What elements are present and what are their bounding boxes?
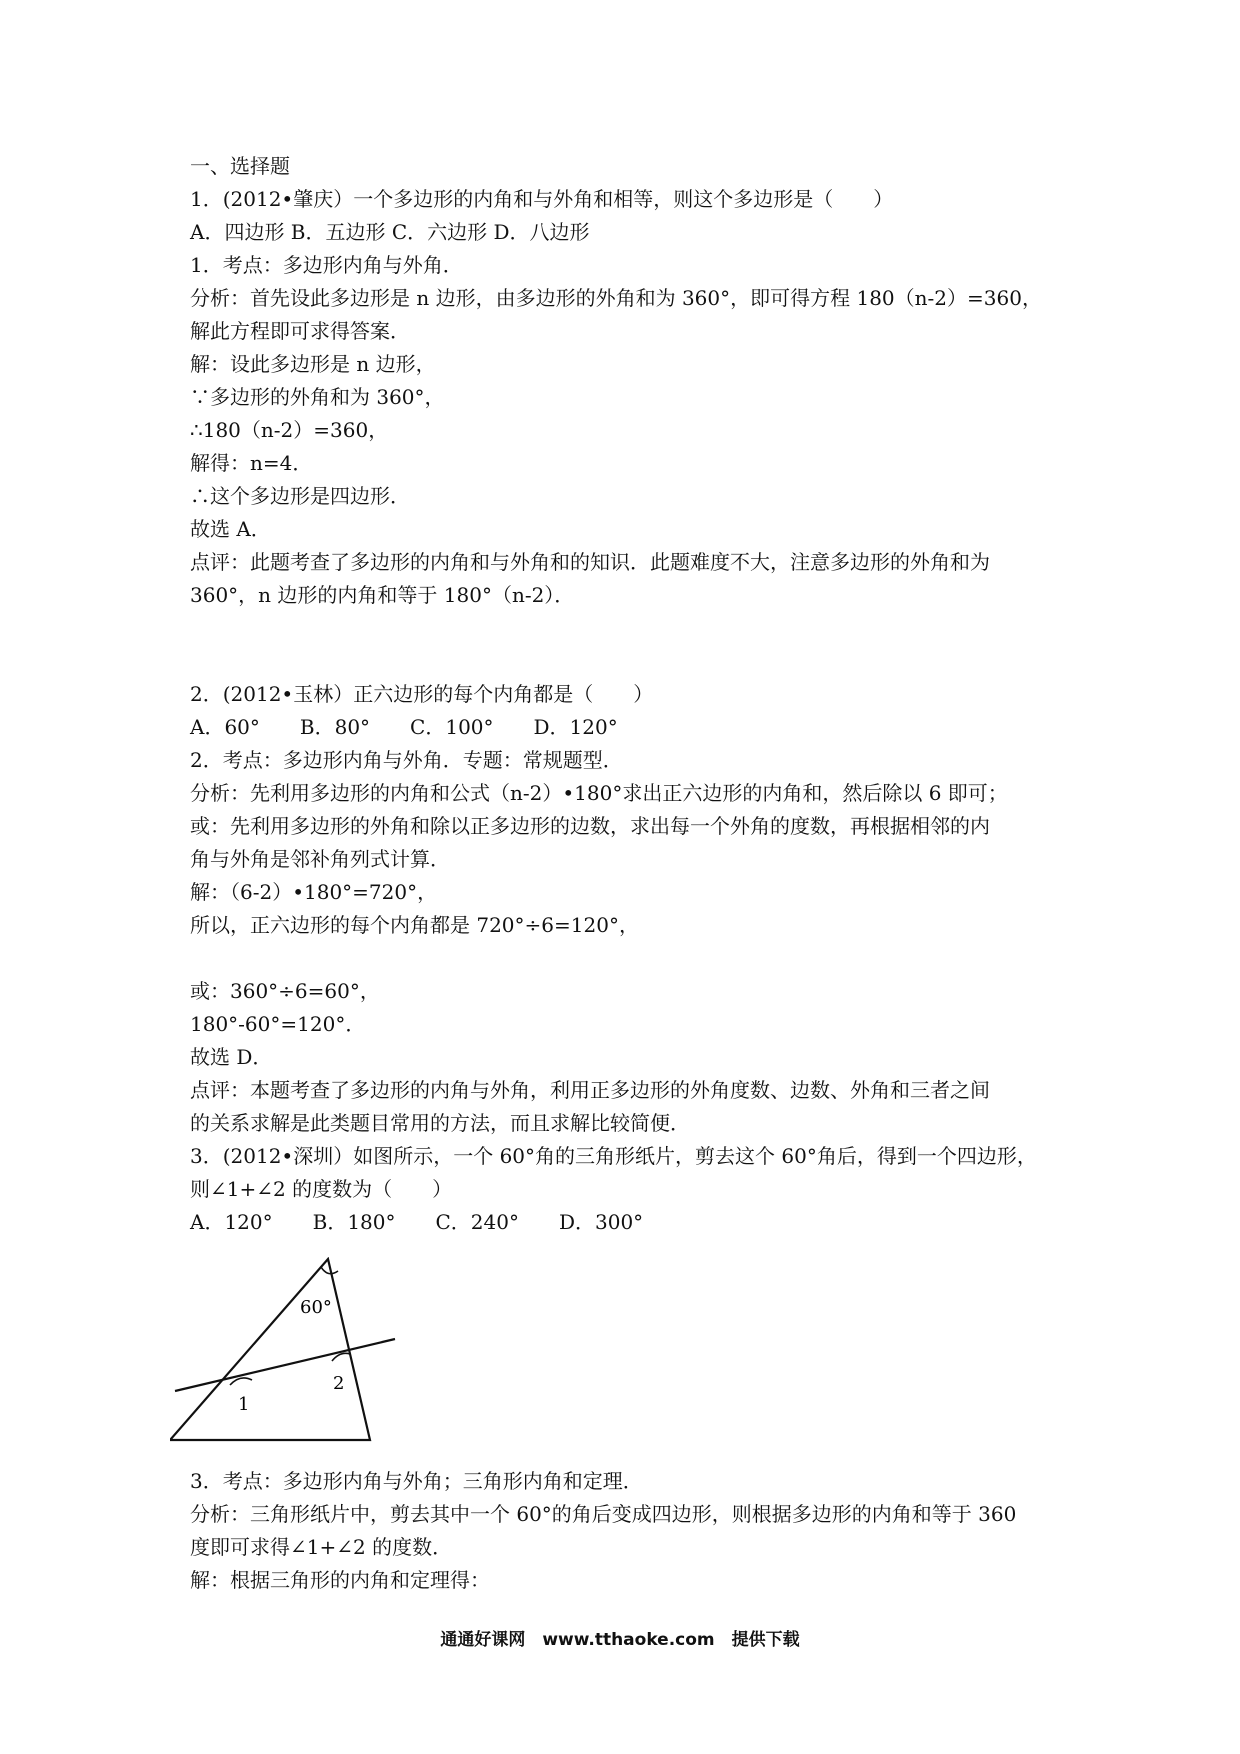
section-title: 一、选择题 — [190, 154, 290, 178]
q1-solution-line: 解：设此多边形是 n 边形， — [190, 352, 436, 376]
triangle-figure — [190, 1257, 1070, 1457]
angle-1-arc — [230, 1378, 252, 1385]
q3-kaodian: 3．考点：多边形内角与外角；三角形内角和定理． — [190, 1469, 643, 1493]
q3-analysis-line: 度即可求得∠1+∠2 的度数． — [190, 1535, 453, 1559]
q2-comment-line: 的关系求解是此类题目常用的方法，而且求解比较简便． — [190, 1111, 690, 1135]
triangle-diagram — [170, 1257, 430, 1457]
q1-choose: 故选 A． — [190, 517, 271, 541]
document-content — [190, 150, 1070, 1597]
q2-choose: 故选 D． — [190, 1045, 273, 1069]
q3-question-line: 3．(2012•深圳）如图所示，一个 60°角的三角形纸片，剪去这个 60°角后，得到一个四边形， — [190, 1144, 1037, 1168]
q2-solution-line: 所以，正六边形的每个内角都是 720°÷6=120°， — [190, 913, 639, 937]
q3-options: A．120° B．180° C．240° D．300° — [190, 1210, 644, 1234]
angle-top-label: 60° — [300, 1297, 332, 1318]
q1-analysis-line: 分析：首先设此多边形是 n 边形，由多边形的外角和为 360°，即可得方程 180（n-2）=360， — [190, 286, 1042, 310]
angle-1-label: 1 — [238, 1394, 250, 1415]
angle-2-arc — [332, 1353, 350, 1361]
q2-solution-line: 解：（6-2）•180°=720°， — [190, 880, 438, 904]
q1-question: 1．(2012•肇庆）一个多边形的内角和与外角和相等，则这个多边形是（ ） — [190, 187, 894, 211]
q2-solution-line: 或：360°÷6=60°， — [190, 979, 380, 1003]
q2-kaodian: 2．考点：多边形内角与外角．专题：常规题型． — [190, 748, 623, 772]
q1-comment-line: 360°，n 边形的内角和等于 180°（n-2）． — [190, 583, 575, 607]
triangle-shape — [170, 1259, 370, 1440]
q2-question: 2．(2012•玉林）正六边形的每个内角都是（ ） — [190, 682, 654, 706]
q1-solution-line: ∵多边形的外角和为 360°， — [190, 385, 445, 409]
q2-comment-line: 点评：本题考查了多边形的内角与外角，利用正多边形的外角度数、边数、外角和三者之间 — [190, 1078, 990, 1102]
angle-2-label: 2 — [333, 1373, 345, 1394]
q1-kaodian: 1．考点：多边形内角与外角． — [190, 253, 463, 277]
q1-analysis-line: 解此方程即可求得答案． — [190, 319, 410, 343]
q2-options: A．60° B．80° C．100° D．120° — [190, 715, 618, 739]
q3-solution-line: 解：根据三角形的内角和定理得： — [190, 1568, 490, 1592]
q1-solution-line: 解得：n=4． — [190, 451, 313, 475]
q3-analysis-line: 分析：三角形纸片中，剪去其中一个 60°的角后变成四边形，则根据多边形的内角和等于 360 — [190, 1502, 1017, 1526]
q2-analysis-line: 或：先利用多边形的外角和除以正多边形的边数，求出每一个外角的度数，再根据相邻的内 — [190, 814, 990, 838]
q1-solution-line: ∴这个多边形是四边形． — [190, 484, 410, 508]
q3-question-line: 则∠1+∠2 的度数为（ ） — [190, 1177, 453, 1201]
q1-comment-line: 点评：此题考查了多边形的内角和与外角和的知识．此题难度不大，注意多边形的外角和为 — [190, 550, 990, 574]
q2-analysis-line: 分析：先利用多边形的内角和公式（n-2）•180°求出正六边形的内角和，然后除以 6 即可； — [190, 781, 1008, 805]
q1-options: A．四边形 B．五边形 C．六边形 D．八边形 — [190, 220, 590, 244]
q2-analysis-line: 角与外角是邻补角列式计算． — [190, 847, 450, 871]
cut-line — [175, 1339, 395, 1391]
page-footer: 通通好课网 www.tthaoke.com 提供下载 — [440, 1630, 800, 1650]
q2-solution-line: 180°-60°=120°． — [190, 1012, 366, 1036]
q1-solution-line: ∴180（n-2）=360， — [190, 418, 389, 442]
